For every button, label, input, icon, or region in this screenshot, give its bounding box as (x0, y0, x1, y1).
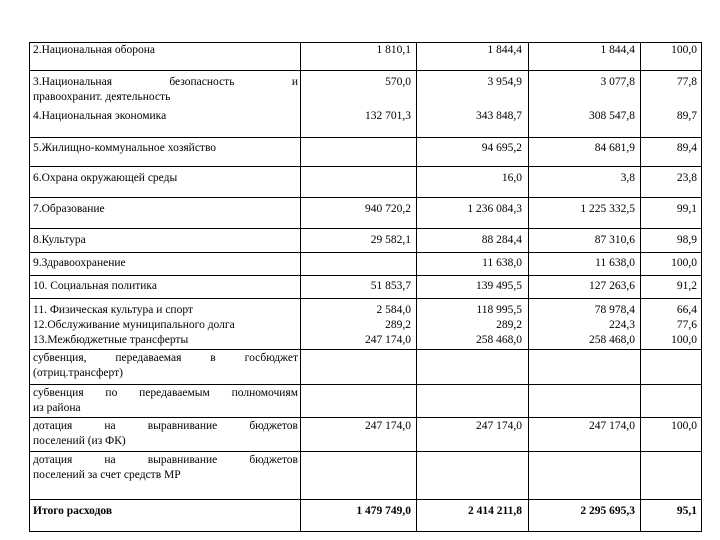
value-col3 (528, 303, 640, 348)
value-line: 66,4 (676, 304, 697, 316)
percent-cell: 98,9 (676, 234, 697, 246)
percent-cell: 100,0 (671, 257, 697, 269)
value-col2 (416, 303, 528, 348)
grid-line (29, 197, 702, 198)
value-col3: 84 681,9 (594, 142, 635, 154)
value-col1: 247 174,0 (365, 420, 411, 432)
row-label (31, 303, 300, 348)
value-col3: 3,8 (620, 172, 635, 184)
row-label-line: дотация на выравнивание бюджетов (33, 454, 298, 466)
total-label: Итого расходов (33, 505, 113, 517)
value-line: 224,3 (609, 319, 635, 331)
value-col3: 247 174,0 (589, 420, 635, 432)
value-col1: 132 701,3 (365, 110, 411, 122)
grid-line (701, 42, 702, 532)
grid-line (29, 451, 702, 452)
row-label-line: (отриц.трансферт) (33, 367, 123, 379)
grid-line (29, 166, 702, 167)
value-col2: 3 954,9 (487, 76, 522, 88)
row-label: 2.Национальная оборона (33, 44, 155, 56)
grid-line (29, 228, 702, 229)
value-line: 118 995,5 (476, 304, 522, 316)
grid-line (528, 42, 529, 532)
value-col1 (300, 303, 416, 348)
total-col3: 2 295 695,3 (580, 505, 635, 517)
row-label (31, 386, 300, 416)
value-line: 258 468,0 (476, 334, 522, 346)
grid-line (29, 417, 702, 418)
percent-cell: 99,1 (676, 203, 697, 215)
value-col3: 3 077,8 (600, 76, 635, 88)
grid-line (29, 275, 702, 276)
row-label-line: 3.Национальная безопасность и (33, 76, 298, 88)
grid-line (416, 42, 417, 532)
row-label-line: из района (33, 402, 81, 414)
percent-cell: 77,8 (676, 76, 697, 88)
value-col2: 1 236 084,3 (467, 203, 522, 215)
row-label-line: 13.Межбюджетные трансферты (33, 334, 189, 346)
percent-cell: 89,7 (676, 110, 697, 122)
total-col1: 1 479 749,0 (356, 505, 411, 517)
percent-cell: 100,0 (671, 420, 697, 432)
value-col3: 1 225 332,5 (580, 203, 635, 215)
row-label-line: субвенция по передаваемым полномочиям (33, 387, 298, 399)
total-col2: 2 414 211,8 (468, 505, 522, 517)
percent-cell: 23,8 (676, 172, 697, 184)
value-col2: 11 638,0 (482, 257, 522, 269)
value-line: 247 174,0 (365, 334, 411, 346)
row-label-line: субвенция, передаваемая в госбюджет (33, 352, 298, 364)
row-label: 10. Социальная политика (33, 280, 157, 292)
value-col1: 940 720,2 (365, 203, 411, 215)
grid-line (29, 298, 702, 299)
value-col2: 1 844,4 (487, 44, 522, 56)
grid-line (29, 70, 702, 71)
row-label-line: правоохранит. деятельность (33, 91, 171, 103)
row-label-line: 12.Обслуживание муниципального долга (33, 319, 235, 331)
value-col1: 51 853,7 (370, 280, 411, 292)
grid-line (29, 42, 702, 43)
grid-line (29, 499, 702, 500)
value-col1: 29 582,1 (370, 234, 411, 246)
grid-line (300, 42, 301, 532)
value-col2: 88 284,4 (481, 234, 522, 246)
row-label (31, 453, 300, 483)
row-label (31, 419, 300, 449)
value-col2: 247 174,0 (476, 420, 522, 432)
value-line: 289,2 (385, 319, 411, 331)
value-col3: 87 310,6 (594, 234, 635, 246)
value-col2: 94 695,2 (481, 142, 522, 154)
grid-line (29, 531, 702, 532)
grid-line (29, 384, 702, 385)
row-label: 5.Жилищно-коммунальное хозяйство (33, 142, 217, 154)
row-label: 6.Охрана окружающей среды (33, 172, 178, 184)
grid-line (640, 42, 641, 532)
value-col2: 139 495,5 (476, 280, 522, 292)
value-col3: 308 547,8 (589, 110, 635, 122)
grid-line (29, 137, 702, 138)
percent-cell (640, 303, 701, 348)
value-line: 2 584,0 (376, 304, 411, 316)
row-label (31, 351, 300, 381)
value-line: 289,2 (496, 319, 522, 331)
row-label-line: поселений за счет средств МР (33, 469, 181, 481)
value-col2: 343 848,7 (476, 110, 522, 122)
value-line: 100,0 (671, 334, 697, 346)
value-col3: 127 263,6 (589, 280, 635, 292)
percent-cell: 89,4 (676, 142, 697, 154)
value-col1: 1 810,1 (376, 44, 411, 56)
value-col2: 16,0 (501, 172, 522, 184)
value-col1: 570,0 (385, 76, 411, 88)
value-line: 77,6 (676, 319, 697, 331)
grid-line (29, 42, 30, 532)
row-label-line: поселений (из ФК) (33, 435, 126, 447)
value-col3: 11 638,0 (595, 257, 635, 269)
grid-line (29, 252, 702, 253)
row-label (31, 75, 300, 105)
row-label: 4.Национальная экономика (33, 110, 167, 122)
row-label: 8.Культура (33, 234, 86, 246)
value-line: 258 468,0 (589, 334, 635, 346)
percent-cell: 100,0 (671, 44, 697, 56)
grid-line (29, 349, 702, 350)
value-col3: 1 844,4 (600, 44, 635, 56)
row-label: 9.Здравоохранение (33, 257, 126, 269)
row-label: 7.Образование (33, 203, 105, 215)
row-label-line: дотация на выравнивание бюджетов (33, 420, 298, 432)
percent-cell: 91,2 (676, 280, 697, 292)
value-line: 78 978,4 (594, 304, 635, 316)
total-percent: 95,1 (676, 505, 697, 517)
row-label-line: 11. Физическая культура и спорт (33, 304, 193, 316)
